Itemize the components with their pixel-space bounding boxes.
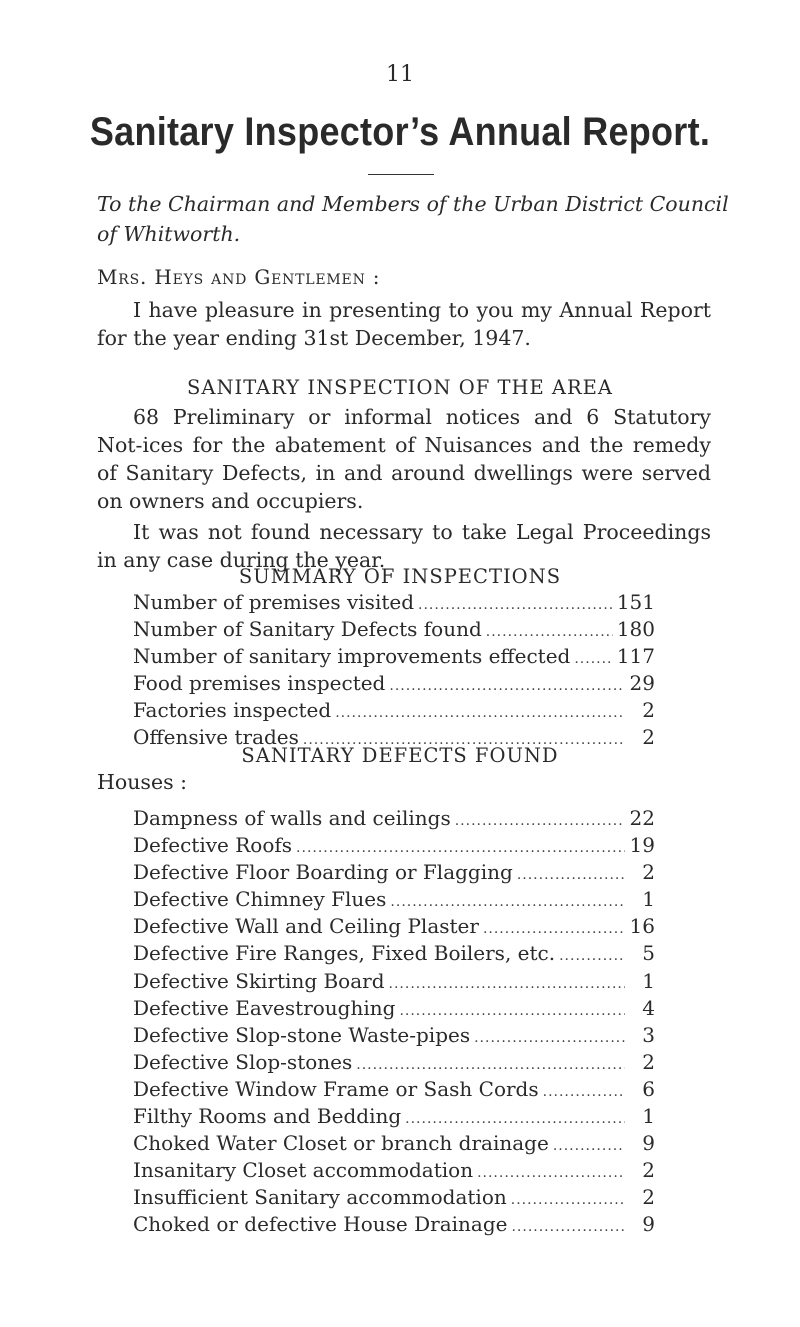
dot-leader bbox=[511, 1188, 625, 1212]
item-value: 151 bbox=[616, 590, 655, 614]
dot-leader bbox=[559, 944, 625, 968]
item-value: 117 bbox=[616, 644, 655, 669]
list-item bbox=[133, 914, 655, 941]
item-value: 29 bbox=[629, 671, 655, 696]
dot-leader bbox=[389, 674, 625, 698]
list-item bbox=[133, 1131, 655, 1158]
item-label: Insufficient Sanitary accommodation bbox=[133, 1185, 507, 1210]
item-label: Defective Chimney Flues bbox=[133, 887, 387, 912]
list-item bbox=[133, 833, 655, 860]
addressee: To the Chairman and Members of the Urban District Council of Whitworth. bbox=[97, 192, 729, 246]
list-item bbox=[133, 941, 655, 968]
item-label: Food premises inspected bbox=[133, 671, 386, 696]
item-value: 1 bbox=[642, 968, 655, 993]
item-label: Defective Slop-stones bbox=[133, 1049, 353, 1074]
summary-list bbox=[133, 590, 655, 753]
dot-leader bbox=[477, 1161, 625, 1185]
item-label: Defective Wall and Ceiling Plaster bbox=[133, 914, 479, 939]
list-item bbox=[133, 1050, 655, 1077]
item-value: 2 bbox=[642, 725, 655, 750]
dot-leader bbox=[517, 863, 625, 887]
item-label: Defective Slop-stone Waste-pipes bbox=[133, 1022, 471, 1047]
list-item bbox=[133, 996, 655, 1023]
item-label: Filthy Rooms and Bedding bbox=[133, 1104, 402, 1129]
item-label: Defective Fire Ranges, Fixed Boilers, etc. bbox=[133, 941, 556, 966]
dot-leader bbox=[553, 1134, 625, 1158]
dot-leader bbox=[335, 701, 625, 725]
list-item bbox=[133, 887, 655, 914]
dot-leader bbox=[399, 999, 625, 1023]
intro-text: I have pleasure in presenting to you my Annual Report for the year ending 31st December, 1947. bbox=[97, 298, 711, 350]
dot-leader bbox=[455, 809, 625, 833]
list-item bbox=[133, 1104, 655, 1131]
page-title: Sanitary Inspector’s Annual Report. bbox=[89, 110, 711, 154]
proceedings-text: It was not found necessary to take Legal Proceedings in any case during the year. bbox=[97, 520, 711, 572]
salutation: Mrs. Heys and Gentlemen : bbox=[97, 265, 381, 289]
item-label: Number of premises visited bbox=[133, 590, 415, 614]
notices-paragraph bbox=[97, 403, 711, 515]
item-value: 1 bbox=[642, 1104, 655, 1129]
item-label: Defective Eavestroughing bbox=[133, 995, 396, 1020]
dot-leader bbox=[296, 836, 625, 860]
list-item bbox=[133, 806, 655, 833]
page-number: 11 bbox=[386, 62, 414, 87]
title-rule bbox=[368, 174, 434, 175]
item-value: 2 bbox=[642, 1049, 655, 1074]
list-item bbox=[133, 1212, 655, 1239]
dot-leader bbox=[405, 1107, 625, 1131]
item-value: 9 bbox=[642, 1212, 655, 1237]
list-item bbox=[133, 860, 655, 887]
item-label: Defective Floor Boarding or Flagging bbox=[133, 860, 513, 885]
list-item bbox=[133, 590, 655, 617]
list-item bbox=[133, 698, 655, 725]
item-value: 180 bbox=[616, 617, 655, 642]
item-label: Insanitary Closet accommodation bbox=[133, 1158, 474, 1183]
summary-heading: SUMMARY OF INSPECTIONS bbox=[238, 565, 562, 588]
list-item bbox=[133, 1077, 655, 1104]
item-value: 3 bbox=[642, 1022, 655, 1047]
item-value: 2 bbox=[642, 1158, 655, 1183]
dot-leader bbox=[390, 890, 625, 914]
item-label: Choked Water Closet or branch drainage bbox=[133, 1131, 549, 1156]
item-label: Defective Roofs bbox=[133, 833, 293, 858]
item-value: 5 bbox=[642, 941, 655, 966]
item-label: Defective Skirting Board bbox=[133, 968, 385, 993]
item-label: Number of sanitary improvements effected bbox=[133, 644, 571, 669]
list-item bbox=[133, 671, 655, 698]
item-label: Factories inspected bbox=[133, 698, 332, 723]
list-item bbox=[133, 1023, 655, 1050]
item-label: Number of Sanitary Defects found bbox=[133, 617, 482, 642]
item-value: 6 bbox=[642, 1076, 655, 1101]
dot-leader bbox=[474, 1026, 625, 1050]
notices-text: 68 Preliminary or informal notices and 6 Statutory Not-ices for the abatement of Nuisances and the remedy of Sanitary Defects, in and around dwellings were served on owners and occupiers. bbox=[97, 405, 711, 513]
item-value: 9 bbox=[642, 1131, 655, 1156]
item-value: 2 bbox=[642, 1185, 655, 1210]
dot-leader bbox=[486, 620, 613, 644]
list-item bbox=[133, 1185, 655, 1212]
item-value: 16 bbox=[629, 914, 655, 939]
item-label: Dampness of walls and ceilings bbox=[133, 806, 451, 830]
item-value: 2 bbox=[642, 698, 655, 723]
list-item bbox=[133, 644, 655, 671]
dot-leader bbox=[574, 647, 612, 671]
dot-leader bbox=[543, 1080, 625, 1104]
item-value: 2 bbox=[642, 860, 655, 885]
dot-leader bbox=[356, 1053, 625, 1077]
dot-leader bbox=[511, 1215, 625, 1239]
item-label: Defective Window Frame or Sash Cords bbox=[133, 1076, 539, 1101]
list-item bbox=[133, 1158, 655, 1185]
list-item bbox=[133, 617, 655, 644]
inspection-heading: SANITARY INSPECTION OF THE AREA bbox=[187, 376, 613, 399]
item-value: 22 bbox=[629, 806, 655, 830]
dot-leader bbox=[418, 593, 613, 617]
defects-heading: SANITARY DEFECTS FOUND bbox=[241, 744, 559, 767]
item-label: Offensive trades bbox=[133, 725, 299, 750]
item-value: 19 bbox=[629, 833, 655, 858]
houses-subheading: Houses : bbox=[97, 770, 188, 794]
item-value: 4 bbox=[642, 995, 655, 1020]
defects-list bbox=[133, 806, 655, 1240]
list-item bbox=[133, 969, 655, 996]
intro-paragraph bbox=[97, 296, 711, 352]
item-label: Choked or defective House Drainage bbox=[133, 1212, 508, 1237]
dot-leader bbox=[389, 972, 625, 996]
dot-leader bbox=[483, 917, 625, 941]
item-value: 1 bbox=[642, 887, 655, 912]
